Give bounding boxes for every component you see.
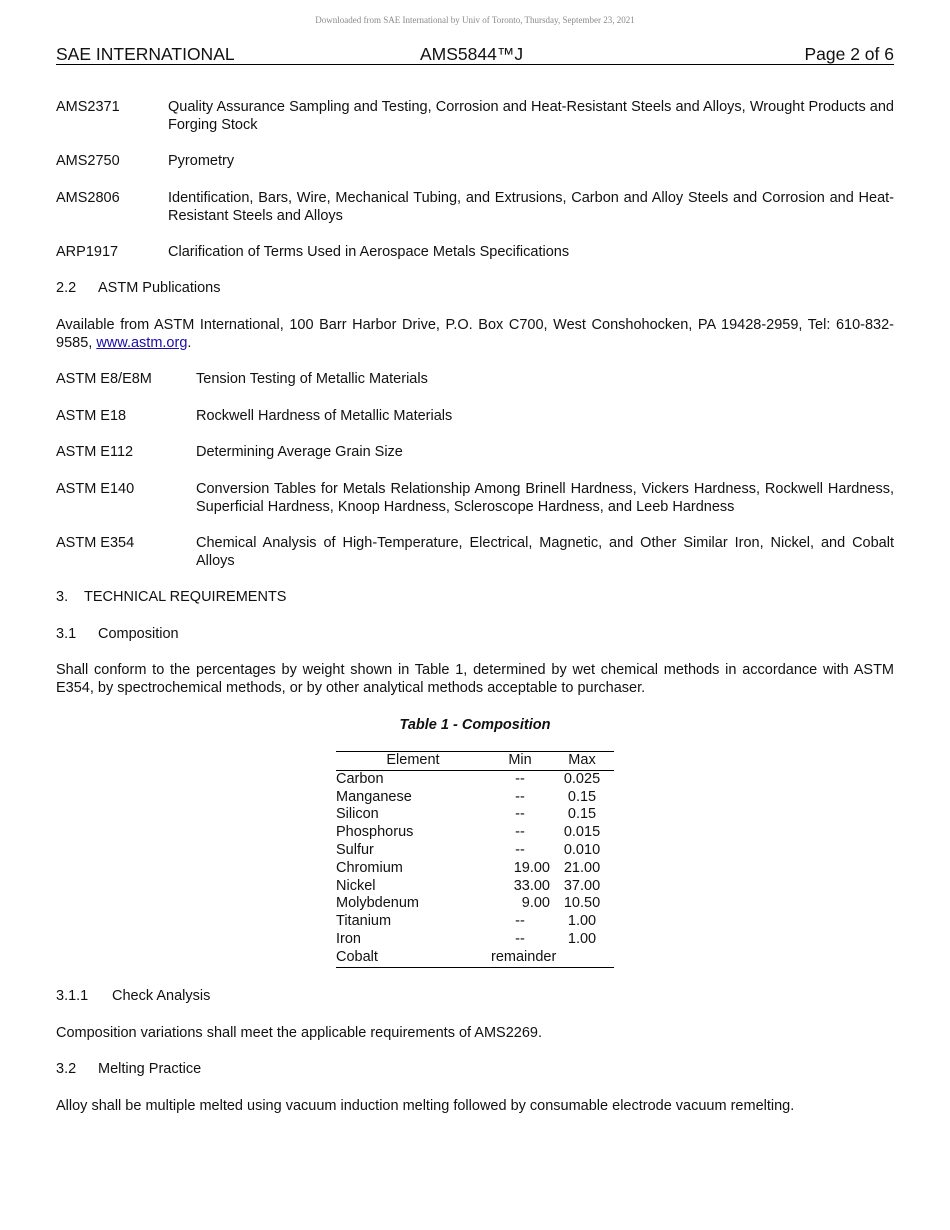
reference-title: Rockwell Hardness of Metallic Materials (196, 408, 453, 424)
section-heading-3-1-1: 3.1.1 Check Analysis (56, 988, 211, 1004)
reference-title: Chemical Analysis of High-Temperature, Electrical, Magnetic, and Other Similar Iron, Nickel, and Cobalt Alloys (196, 535, 894, 569)
column-header-max: Max (550, 752, 614, 770)
composition-paragraph: Shall conform to the percentages by weight shown in Table 1, determined by wet chemical methods in accordance with ASTM E354, by spectrochemical methods, or by other analytical methods acceptable to purchaser. (56, 662, 894, 696)
reference-code: ASTM E8/E8M (56, 371, 152, 387)
column-header-element: Element (336, 752, 490, 770)
table-row: Manganese -- 0.15 (336, 788, 597, 805)
table-row: Molybdenum 9.00 10.50 (336, 895, 601, 912)
reference-item (56, 480, 894, 516)
reference-code: AMS2806 (56, 190, 120, 206)
reference-code: ASTM E140 (56, 481, 135, 497)
table-row: Sulfur -- 0.010 (336, 841, 601, 858)
page-header (56, 44, 894, 65)
table-row: Carbon -- 0.025 (336, 770, 601, 787)
reference-item (56, 443, 894, 461)
table-row: Silicon -- 0.15 (336, 806, 597, 823)
reference-title: Quality Assurance Sampling and Testing, Corrosion and Heat-Resistant Steels and Alloys, Wrought Products and Forging Stock (168, 99, 894, 133)
reference-item (56, 534, 894, 570)
table-header-row (336, 752, 614, 770)
reference-title: Tension Testing of Metallic Materials (196, 371, 428, 387)
reference-code: AMS2750 (56, 153, 120, 169)
table-row: Iron -- 1.00 (336, 930, 597, 947)
header-page-number: Page 2 of 6 (804, 44, 894, 64)
reference-code: ARP1917 (56, 244, 119, 260)
reference-code: ASTM E354 (56, 535, 135, 551)
header-doc-number: AMS5844™J (420, 44, 524, 64)
reference-item (56, 243, 894, 261)
reference-title: Conversion Tables for Metals Relationship Among Brinell Hardness, Vickers Hardness, Rockwell Hardness, Superficial Hardness, Knoop Hardness, Scleroscope Hardness, and Leeb Hardness (196, 481, 894, 515)
table-row: Nickel 33.00 37.00 (336, 877, 601, 894)
reference-code: AMS2371 (56, 99, 120, 115)
check-analysis-paragraph: Composition variations shall meet the applicable requirements of AMS2269. (56, 1025, 543, 1041)
section-heading-3-2: 3.2 Melting Practice (56, 1061, 202, 1077)
reference-item (56, 152, 894, 170)
astm-availability-paragraph: Available from ASTM International, 100 Barr Harbor Drive, P.O. Box C700, West Conshohocken, PA 19428-2959, Tel: 610-832-9585, www.astm.org. (56, 317, 894, 351)
composition-table (336, 751, 614, 968)
melting-practice-paragraph: Alloy shall be multiple melted using vacuum induction melting followed by consumable electrode vacuum remelting. (56, 1098, 795, 1114)
reference-item (56, 189, 894, 225)
column-header-min: Min (490, 752, 550, 770)
reference-code: ASTM E112 (56, 444, 134, 460)
reference-item (56, 407, 894, 425)
table-row: Chromium 19.00 21.00 (336, 859, 601, 876)
table-row: Phosphorus -- 0.015 (336, 824, 601, 841)
reference-item (56, 98, 894, 134)
section-heading-3: 3. TECHNICAL REQUIREMENTS (56, 589, 287, 605)
reference-title: Pyrometry (168, 153, 235, 169)
table-caption: Table 1 - Composition (399, 717, 551, 733)
reference-item (56, 370, 894, 388)
reference-title: Determining Average Grain Size (196, 444, 403, 460)
astm-website-link[interactable]: www.astm.org (96, 335, 188, 351)
section-heading-2-2: 2.2 ASTM Publications (56, 280, 221, 296)
table-row: Cobalt remainder (336, 948, 557, 965)
download-notice: Downloaded from SAE International by Univ of Toronto, Thursday, September 23, 2021 (315, 15, 635, 25)
reference-title: Clarification of Terms Used in Aerospace Metals Specifications (168, 244, 570, 260)
reference-title: Identification, Bars, Wire, Mechanical Tubing, and Extrusions, Carbon and Alloy Steels and Corrosion and Heat-Resistant Steels and Alloys (168, 190, 894, 224)
reference-code: ASTM E18 (56, 408, 127, 424)
section-heading-3-1: 3.1 Composition (56, 626, 179, 642)
table-row: Titanium -- 1.00 (336, 913, 597, 930)
header-org: SAE INTERNATIONAL (56, 44, 235, 64)
